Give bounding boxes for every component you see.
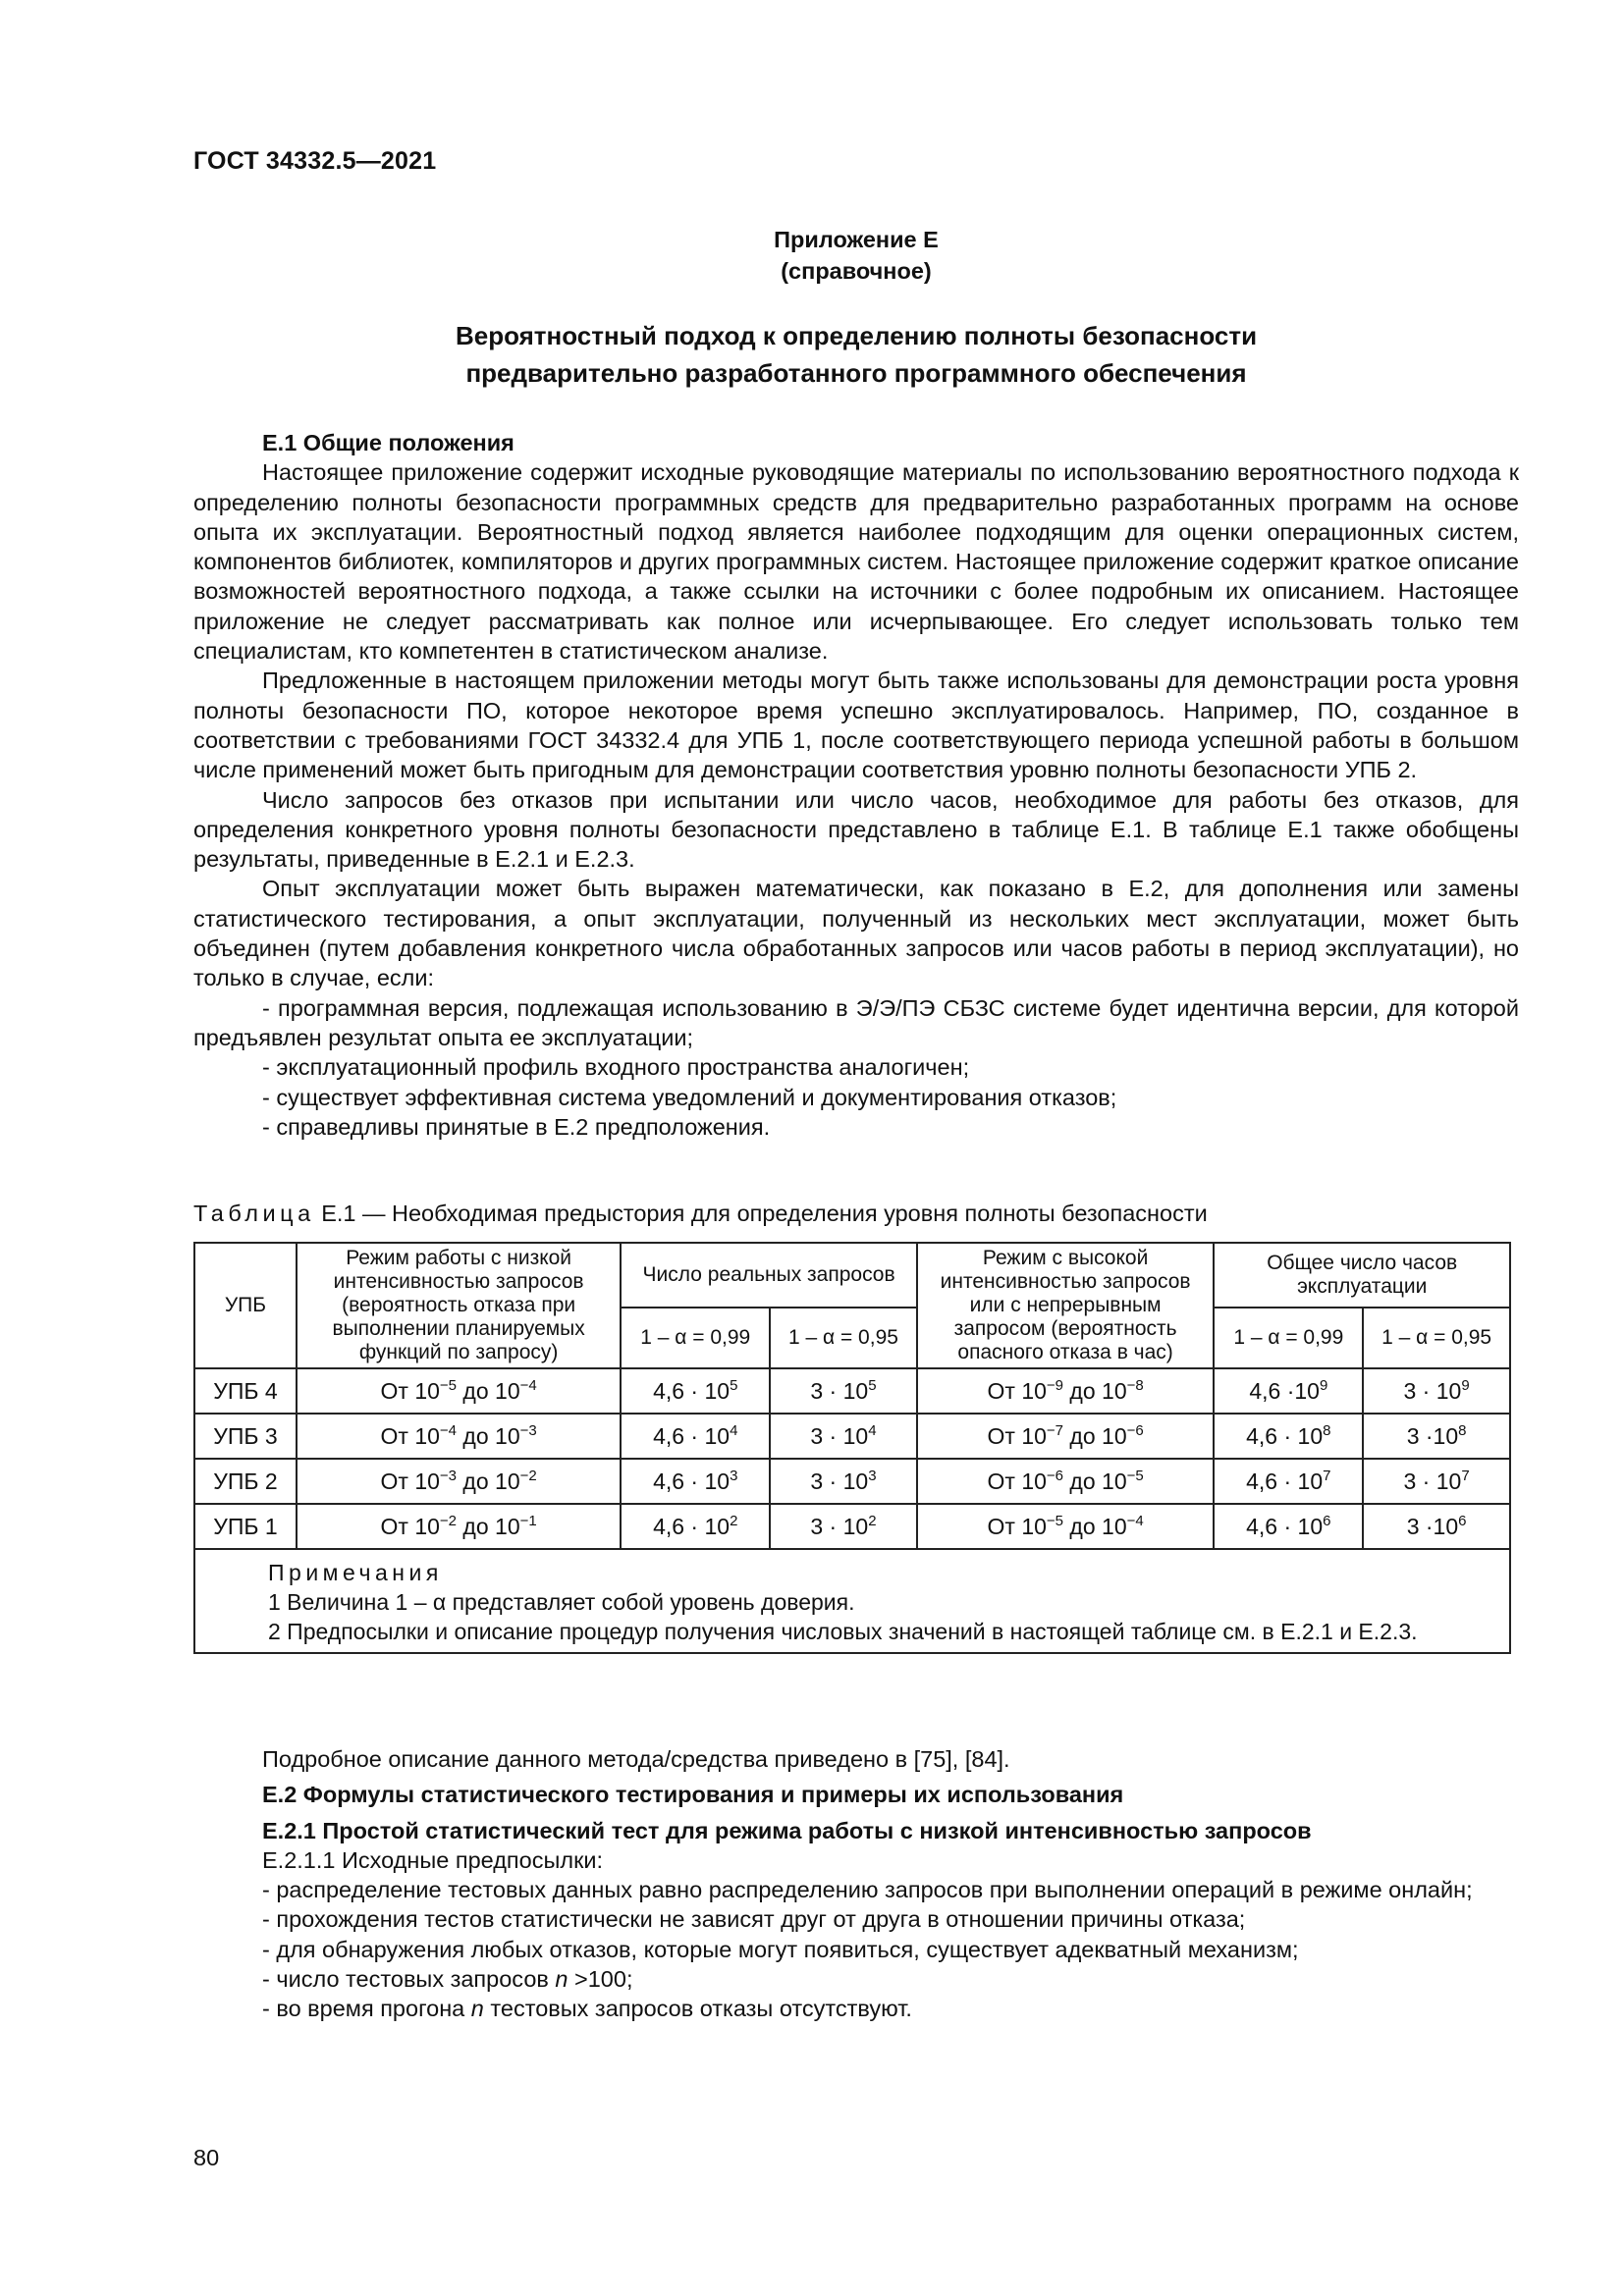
cell-requests-95: $3 \cdot 10^4$ [770, 1414, 917, 1459]
list-item: - справедливы принятые в Е.2 предположения. [262, 1113, 771, 1140]
paragraph: Опыт эксплуатации может быть выражен математически, как показано в Е.2, для дополнения или замены статистического тестирования, а опыт эксплуатации, полученный из нескольких мест эксплуатации, может быть объединен (путем добавления конкретного числа обработанных запросов или часов работы в период эксплуатации), но только в случае, если: [193, 876, 1519, 991]
header-real-requests: Число реальных запросов [621, 1243, 916, 1308]
paragraph: Число запросов без отказов при испытании или число часов, необходимое для работы без отказов, для определения конкретного уровня полноты безопасности представлено в таблице Е.1. В таблице Е.1 также обобщены результаты, приведенные в Е.2.1 и Е.2.3. [193, 786, 1519, 873]
header-total-hours: Общее число часов эксплуатации [1214, 1243, 1510, 1308]
cell-hours-95: $3 \cdot 10^8$ [1363, 1414, 1510, 1459]
note-1: 1 Величина 1 – α представляет собой уровень доверия. [268, 1589, 855, 1615]
cell-requests-95: $3 \cdot 10^2$ [770, 1504, 917, 1549]
table-caption-text: Е.1 — Необходимая предыстория для определения уровня полноты безопасности [321, 1201, 1208, 1226]
section-1-title: Е.1 Общие положения [262, 430, 514, 455]
annex-heading [193, 317, 1519, 392]
sub-subsection-title: Е.2.1.1 Исходные предпосылки: [262, 1846, 604, 1873]
cell-requests-99: $4,6 \cdot 10^3$ [621, 1459, 770, 1504]
subsection-title: Е.2.1 Простой статистический тест для режима работы с низкой интенсивностью запросов [262, 1817, 1312, 1843]
header-confidence: 1 – α = 0,95 [770, 1308, 917, 1368]
header-confidence: 1 – α = 0,99 [1214, 1308, 1363, 1368]
integrity-table [193, 1242, 1511, 1654]
standard-code: ГОСТ 34332.5—2021 [193, 147, 437, 175]
paragraph: Настоящее приложение содержит исходные руководящие материалы по использованию вероятностного подхода к определению полноты безопасности программных средств для предварительно разработанных программ на основе опыта их эксплуатации. Вероятностный подход является наиболее подходящим для оценки операционных систем, компонентов библиотек, компиляторов и других программных систем. Настоящее приложение содержит краткое описание возможностей вероятностного подхода, а также ссылки на источники с более подробным их описанием. Настоящее приложение не следует рассматривать как полное или исчерпывающее. Его следует использовать только тем специалистам, кто компетентен в статистическом анализе. [193, 459, 1519, 665]
notes-title: Примечания [268, 1560, 443, 1585]
cell-hours-99: $4,6 \cdot 10^8$ [1214, 1414, 1363, 1459]
cell-high-demand: От $10^{-9}$ до $10^{-8}$ [917, 1368, 1215, 1414]
list-item: - прохождения тестов статистически не зависят друг от друга в отношении причины отказа; [262, 1906, 1246, 1933]
annex-label: Приложение Е [774, 227, 939, 252]
cell-high-demand: От $10^{-6}$ до $10^{-5}$ [917, 1459, 1215, 1504]
section-2-title: Е.2 Формулы статистического тестирования и примеры их использования [262, 1782, 1124, 1808]
cell-hours-99: $4,6 \cdot 10^7$ [1214, 1459, 1363, 1504]
table-caption [193, 1199, 1208, 1228]
list-item: - во время прогона n тестовых запросов отказы отсутствуют. [262, 1996, 912, 2022]
list-item: - программная версия, подлежащая использованию в Э/Э/ПЭ СБЗС системе будет идентична версии, для которой предъявлен результат опыта ее эксплуатации; [193, 994, 1519, 1050]
section-2 [193, 1744, 1519, 2024]
annex-type: (справочное) [781, 258, 932, 284]
table-header-row [194, 1243, 1510, 1308]
page-number: 80 [193, 2145, 220, 2170]
annex-heading-line2: предварительно разработанного программного обеспечения [465, 358, 1247, 388]
cell-upb: УПБ 1 [194, 1504, 297, 1549]
cell-requests-95: $3 \cdot 10^5$ [770, 1368, 917, 1414]
cell-hours-95: $3 \cdot 10^6$ [1363, 1504, 1510, 1549]
cell-hours-99: $4,6 \cdot 10^6$ [1214, 1504, 1363, 1549]
table-row [194, 1368, 1510, 1414]
cell-hours-99: $4,6 \cdot 10^9$ [1214, 1368, 1363, 1414]
list-item: - эксплуатационный профиль входного пространства аналогичен; [262, 1054, 970, 1081]
list-item: - распределение тестовых данных равно распределению запросов при выполнении операций в режиме онлайн; [262, 1877, 1473, 1903]
cell-requests-95: $3 \cdot 10^3$ [770, 1459, 917, 1504]
cell-high-demand: От $10^{-5}$ до $10^{-4}$ [917, 1504, 1215, 1549]
header-low-demand: Режим работы с низкой интенсивностью запросов (вероятность отказа при выполнении планируемых функций по запросу) [297, 1243, 622, 1368]
cell-hours-95: $3 \cdot 10^9$ [1363, 1368, 1510, 1414]
cell-high-demand: От $10^{-7}$ до $10^{-6}$ [917, 1414, 1215, 1459]
cell-upb: УПБ 4 [194, 1368, 297, 1414]
header-high-demand: Режим с высокой интенсивностью запросов или с непрерывным запросом (вероятность опасного отказа в час) [917, 1243, 1215, 1368]
cell-hours-95: $3 \cdot 10^7$ [1363, 1459, 1510, 1504]
header-upb: УПБ [194, 1243, 297, 1368]
table-notes-row [194, 1549, 1510, 1653]
cell-requests-99: $4,6 \cdot 10^4$ [621, 1414, 770, 1459]
section-1 [193, 428, 1519, 1142]
cell-low-demand: От $10^{-3}$ до $10^{-2}$ [297, 1459, 622, 1504]
list-item: - для обнаружения любых отказов, которые могут появиться, существует адекватный механизм; [262, 1936, 1299, 1962]
cell-upb: УПБ 2 [194, 1459, 297, 1504]
note-2: 2 Предпосылки и описание процедур получения числовых значений в настоящей таблице см. в Е.2.1 и Е.2.3. [268, 1619, 1418, 1644]
cell-low-demand: От $10^{-4}$ до $10^{-3}$ [297, 1414, 622, 1459]
header-confidence: 1 – α = 0,95 [1363, 1308, 1510, 1368]
cell-requests-99: $4,6 \cdot 10^5$ [621, 1368, 770, 1414]
annex-title [193, 224, 1519, 287]
cell-requests-99: $4,6 \cdot 10^2$ [621, 1504, 770, 1549]
cell-low-demand: От $10^{-2}$ до $10^{-1}$ [297, 1504, 622, 1549]
cell-upb: УПБ 3 [194, 1414, 297, 1459]
header-confidence: 1 – α = 0,99 [621, 1308, 770, 1368]
table-caption-label: Таблица [193, 1201, 315, 1226]
annex-heading-line1: Вероятностный подход к определению полноты безопасности [455, 321, 1258, 350]
list-item: - существует эффективная система уведомлений и документирования отказов; [262, 1084, 1117, 1110]
list-item: - число тестовых запросов n >100; [262, 1966, 633, 1993]
table-notes [194, 1549, 1510, 1653]
table-row [194, 1504, 1510, 1549]
table-row [194, 1414, 1510, 1459]
table-row [194, 1459, 1510, 1504]
cell-low-demand: От $10^{-5}$ до $10^{-4}$ [297, 1368, 622, 1414]
reference-paragraph: Подробное описание данного метода/средства приведено в [75], [84]. [262, 1746, 1010, 1772]
paragraph: Предложенные в настоящем приложении методы могут быть также использованы для демонстрации роста уровня полноты безопасности ПО, которое некоторое время успешно эксплуатировалось. Например, ПО, созданное в соответствии с требованиями ГОСТ 34332.4 для УПБ 1, после соответствующего периода успешной работы в большом числе применений может быть пригодным для демонстрации соответствия уровню полноты безопасности УПБ 2. [193, 667, 1519, 783]
